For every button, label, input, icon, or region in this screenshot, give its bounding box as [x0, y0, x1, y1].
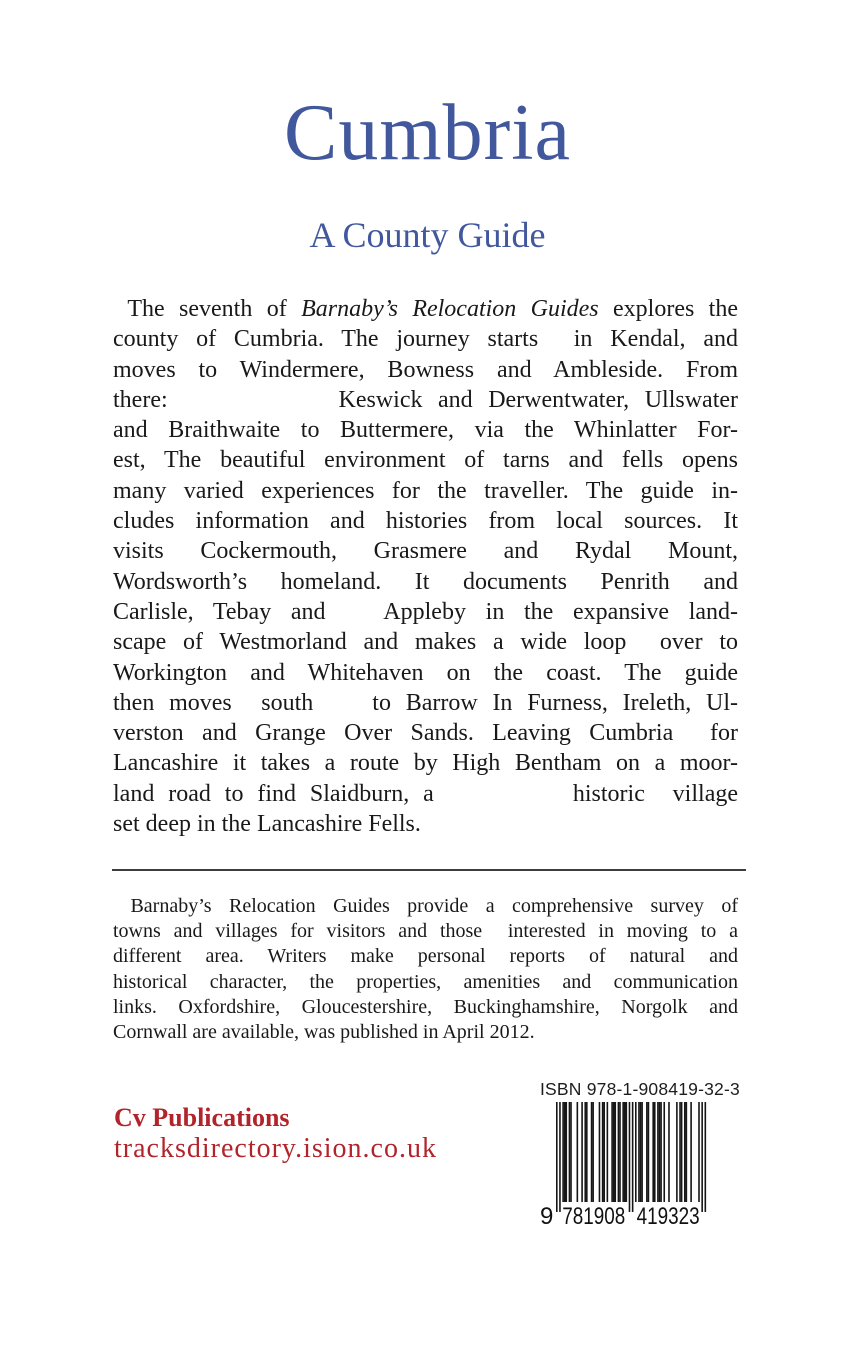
text-line: historical character, the properties, amenities and communication — [113, 970, 738, 993]
imprint-block — [114, 1103, 437, 1165]
text-line: Cornwall are available, was published in April 2012. — [113, 1021, 535, 1044]
text-line: verston and Grange Over Sands. Leaving Cumbria for — [113, 720, 738, 747]
text-line: there: Keswick and Derwentwater, Ullswater — [113, 386, 738, 413]
svg-text:781908: 781908 — [562, 1203, 626, 1230]
text-line: est, The beautiful environment of tarns and fells opens — [113, 447, 738, 474]
synopsis-paragraph — [113, 294, 738, 839]
text-line: Workington and Whitehaven on the coast. The guide — [113, 659, 738, 686]
publisher-name: Cv Publications — [114, 1103, 290, 1132]
text-line: many varied experiences for the traveller. The guide in- — [113, 477, 738, 504]
book-title: Cumbria — [284, 89, 571, 177]
text-line: and Braithwaite to Buttermere, via the Whinlatter For- — [113, 417, 738, 444]
text-line: Barnaby’s Relocation Guides provide a comprehensive survey of — [113, 895, 738, 917]
text-line: The seventh of Barnaby’s Relocation Guides explores the — [113, 296, 738, 322]
text-line: towns and villages for visitors and those interested in moving to a — [113, 920, 738, 943]
text-line: then moves south to Barrow In Furness, Ireleth, Ul- — [113, 689, 738, 716]
text-line: scape of Westmorland and makes a wide loop over to — [113, 629, 738, 656]
svg-text:419323: 419323 — [636, 1203, 700, 1230]
isbn-barcode-block — [540, 1078, 740, 1230]
text-line: different area. Writers make personal reports of natural and — [113, 945, 738, 968]
text-line: Lancashire it takes a route by High Bentham on a moor- — [113, 750, 738, 777]
publisher-note-paragraph — [113, 894, 738, 1045]
text-line: visits Cockermouth, Grasmere and Rydal Mount, — [113, 538, 738, 565]
text-line: Wordsworth’s homeland. It documents Penrith and — [113, 568, 738, 595]
divider-rule — [112, 869, 746, 871]
text-line: moves to Windermere, Bowness and Ambleside. From — [113, 356, 738, 383]
text-line: county of Cumbria. The journey starts in Kendal, and — [113, 326, 738, 353]
isbn-label: ISBN 978-1-908419-32-3 — [540, 1079, 740, 1099]
publisher-website: tracksdirectory.ision.co.uk — [114, 1133, 437, 1164]
text-line: links. Oxfordshire, Gloucestershire, Buckinghamshire, Norgolk and — [113, 995, 738, 1018]
book-subtitle: A County Guide — [309, 215, 546, 255]
text-line: Carlisle, Tebay and Appleby in the expansive land- — [113, 598, 738, 625]
ean13-barcode — [540, 1102, 720, 1230]
svg-text:9: 9 — [540, 1203, 554, 1230]
text-line: cludes information and histories from local sources. It — [113, 508, 738, 535]
text-line: set deep in the Lancashire Fells. — [113, 811, 421, 838]
text-line: land road to find Slaidburn, a historic village — [113, 780, 738, 807]
